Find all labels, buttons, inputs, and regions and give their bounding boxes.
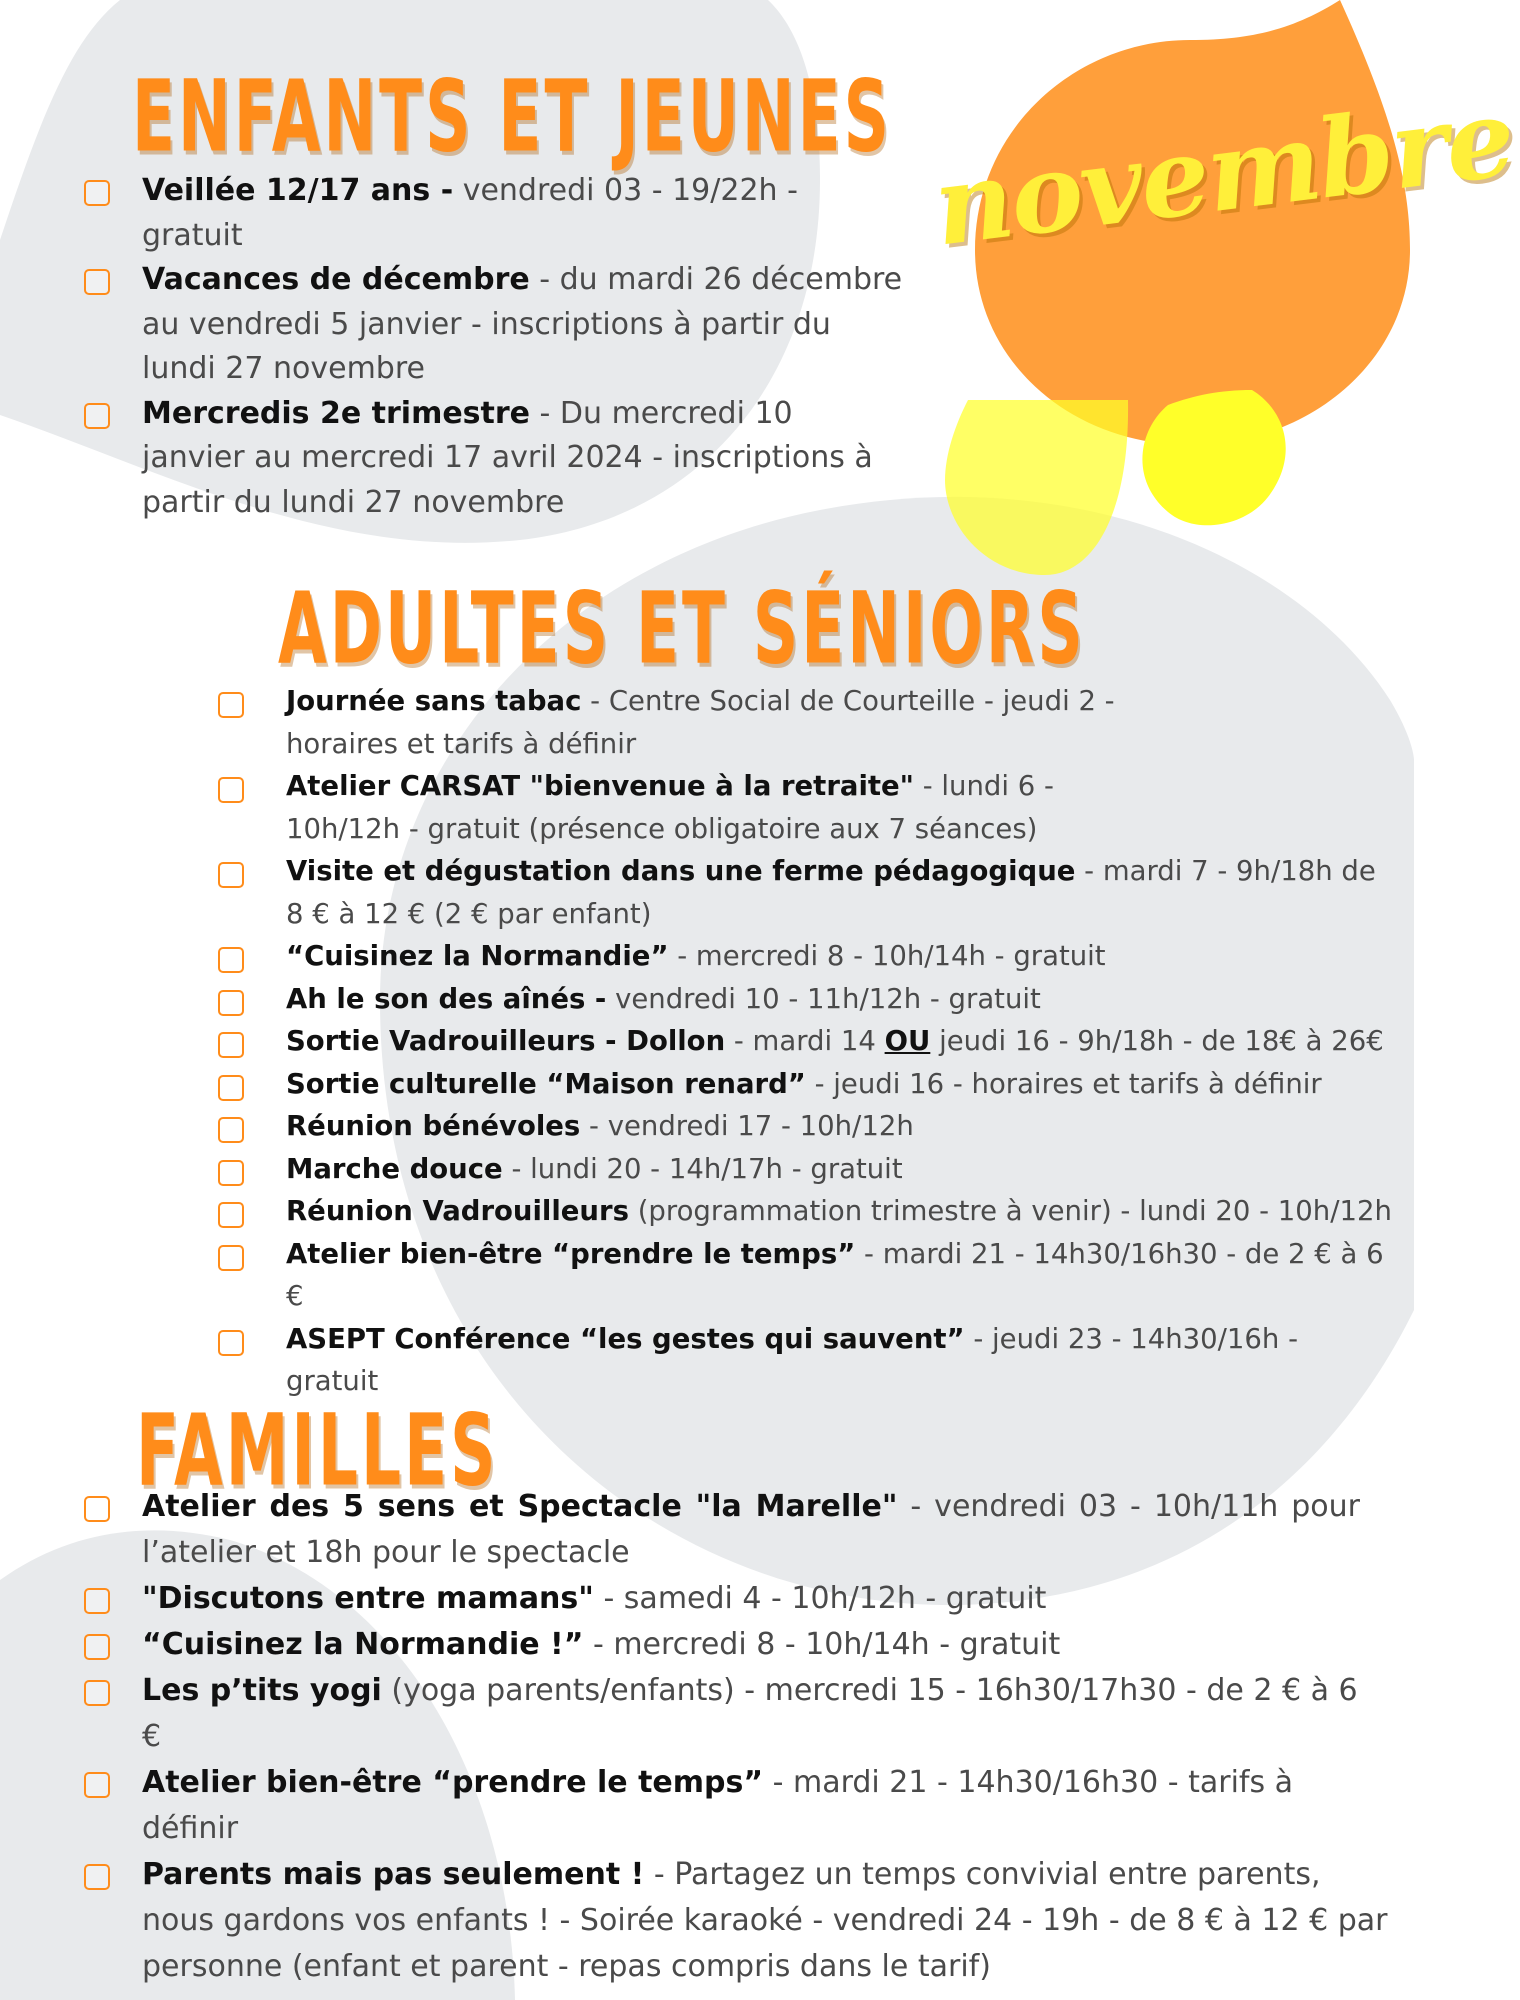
- section-title-familles: FAMILLES: [136, 1392, 499, 1509]
- item-title: Sortie culturelle “Maison renard”: [286, 1067, 806, 1100]
- item-title: Mercredis 2e trimestre: [142, 395, 531, 431]
- item-title: Les p’tits yogi: [142, 1673, 382, 1708]
- item-title: “Cuisinez la Normandie”: [286, 940, 669, 972]
- month-title: novembre: [927, 74, 1520, 271]
- item-details: (programmation trimestre à venir) - lundi 20 - 10h/12h: [628, 1195, 1392, 1227]
- item-details: - vendredi 17 - 10h/12h: [580, 1110, 914, 1142]
- item-title: Visite et dégustation dans une ferme pédagogique: [286, 855, 1076, 887]
- checkbox[interactable]: [84, 1864, 110, 1890]
- item-details: - mercredi 8 - 10h/14h - gratuit: [668, 940, 1106, 972]
- list-adultes: [218, 680, 1398, 1403]
- checkbox[interactable]: [84, 1496, 110, 1522]
- list-item: [218, 1190, 1398, 1233]
- list-item: [84, 1760, 1342, 1852]
- item-details: - lundi 20 - 14h/17h - gratuit: [502, 1152, 903, 1185]
- item-title: Atelier des 5 sens et Spectacle "la Marelle": [142, 1489, 898, 1524]
- item-title: Vacances de décembre: [142, 262, 530, 297]
- checkbox[interactable]: [218, 990, 244, 1016]
- checkbox[interactable]: [218, 777, 244, 803]
- section-title-enfants: ENFANTS ET JEUNES: [132, 58, 892, 175]
- list-item: [84, 1852, 1392, 1990]
- item-title: Réunion bénévoles: [286, 1110, 581, 1142]
- list-item: [218, 1318, 1398, 1403]
- list-item: [218, 1063, 1398, 1106]
- item-details: - Centre Social de Courteille - jeudi 2 - horaires et tarifs à définir: [286, 685, 1115, 760]
- item-details-after: jeudi 16 - 9h/18h - de 18€ à 26€: [930, 1025, 1384, 1057]
- list-enfants: [84, 169, 904, 525]
- list-item: [218, 935, 1398, 978]
- list-item: [84, 169, 904, 258]
- item-details: - mardi 7 - 9h/18h de 8 € à 12 € (2 € par enfant): [286, 855, 1376, 930]
- item-details: - mardi 14: [725, 1025, 885, 1057]
- checkbox[interactable]: [218, 1202, 244, 1228]
- item-details: (yoga parents/enfants) - mercredi 15 - 16h30/17h30 - de 2 € à 6 €: [142, 1673, 1358, 1754]
- item-title: “Cuisinez la Normandie !”: [142, 1627, 584, 1662]
- item-details: - jeudi 16 - horaires et tarifs à définir: [805, 1067, 1322, 1100]
- item-details: - Du mercredi 10 janvier au mercredi 17 avril 2024 - inscriptions à partir du lundi 27 novembre: [142, 395, 873, 520]
- item-details: vendredi 03 - 19/22h - gratuit: [142, 173, 798, 253]
- item-details: - lundi 6 - 10h/12h - gratuit (présence obligatoire aux 7 séances): [286, 770, 1054, 845]
- list-item: [218, 978, 1398, 1021]
- item-details: - vendredi 03 - 10h/11h pour l’atelier et 18h pour le spectacle: [142, 1489, 1361, 1570]
- checkbox[interactable]: [218, 1160, 244, 1186]
- list-item: [218, 765, 1076, 850]
- list-item: [218, 1020, 1398, 1063]
- checkbox[interactable]: [218, 692, 244, 718]
- checkbox[interactable]: [84, 180, 110, 206]
- item-title: Journée sans tabac: [286, 685, 582, 717]
- item-details: - jeudi 23 - 14h30/16h - gratuit: [286, 1322, 1299, 1397]
- checkbox[interactable]: [218, 1032, 244, 1058]
- list-item: [218, 680, 1116, 765]
- checkbox[interactable]: [84, 269, 110, 295]
- list-familles: [84, 1484, 1388, 1990]
- list-item: [84, 1484, 1360, 1576]
- list-item: [84, 392, 904, 526]
- checkbox[interactable]: [218, 862, 244, 888]
- item-details: - Partagez un temps convivial entre parents, nous gardons vos enfants ! - Soirée karaoké - vendredi 24 - 19h - de 8 € à 12 € par personne (enfant et parent - repas compris dans le tarif): [142, 1857, 1388, 1984]
- list-item: [218, 1105, 1398, 1148]
- list-item: [84, 258, 904, 392]
- item-title: Atelier bien-être “prendre le temps”: [286, 1237, 856, 1270]
- list-item: [218, 850, 1396, 935]
- checkbox[interactable]: [218, 1075, 244, 1101]
- section-title-adultes: ADULTES ET SÉNIORS: [278, 570, 1086, 687]
- item-title: Marche douce: [286, 1152, 503, 1185]
- item-title: ASEPT Conférence “les gestes qui sauvent”: [286, 1322, 965, 1355]
- checkbox[interactable]: [84, 1588, 110, 1614]
- item-title: Sortie Vadrouilleurs - Dollon: [286, 1025, 726, 1057]
- checkbox[interactable]: [84, 1634, 110, 1660]
- item-title: Parents mais pas seulement !: [142, 1857, 645, 1892]
- checkbox[interactable]: [218, 1330, 244, 1356]
- list-item: [84, 1622, 1360, 1668]
- checkbox[interactable]: [218, 947, 244, 973]
- item-title: Ah le son des aînés -: [286, 982, 607, 1015]
- item-details: - samedi 4 - 10h/12h - gratuit: [593, 1581, 1047, 1616]
- checkbox[interactable]: [84, 1680, 110, 1706]
- item-title: Réunion Vadrouilleurs: [286, 1195, 629, 1227]
- list-item: [84, 1576, 1360, 1622]
- item-details: - du mardi 26 décembre au vendredi 5 janvier - inscriptions à partir du lundi 27 novembre: [142, 262, 903, 386]
- item-title: Atelier CARSAT "bienvenue à la retraite": [286, 770, 914, 802]
- item-details: - mardi 21 - 14h30/16h30 - tarifs à définir: [142, 1765, 1294, 1846]
- checkbox[interactable]: [218, 1117, 244, 1143]
- item-title: "Discutons entre mamans": [142, 1581, 594, 1616]
- checkbox[interactable]: [218, 1245, 244, 1271]
- item-details: - mercredi 8 - 10h/14h - gratuit: [583, 1627, 1061, 1662]
- item-title: Atelier bien-être “prendre le temps”: [142, 1765, 764, 1800]
- item-title: Veillée 12/17 ans -: [142, 173, 454, 208]
- item-emphasis: OU: [884, 1025, 931, 1057]
- list-item: [84, 1668, 1360, 1760]
- checkbox[interactable]: [84, 1772, 110, 1798]
- list-item: [218, 1233, 1398, 1318]
- checkbox[interactable]: [84, 403, 110, 429]
- item-details: vendredi 10 - 11h/12h - gratuit: [606, 982, 1041, 1015]
- list-item: [218, 1148, 1398, 1191]
- yellow-drop-blob-small: [1142, 390, 1285, 525]
- item-details: - mardi 21 - 14h30/16h30 - de 2 € à 6 €: [286, 1237, 1384, 1312]
